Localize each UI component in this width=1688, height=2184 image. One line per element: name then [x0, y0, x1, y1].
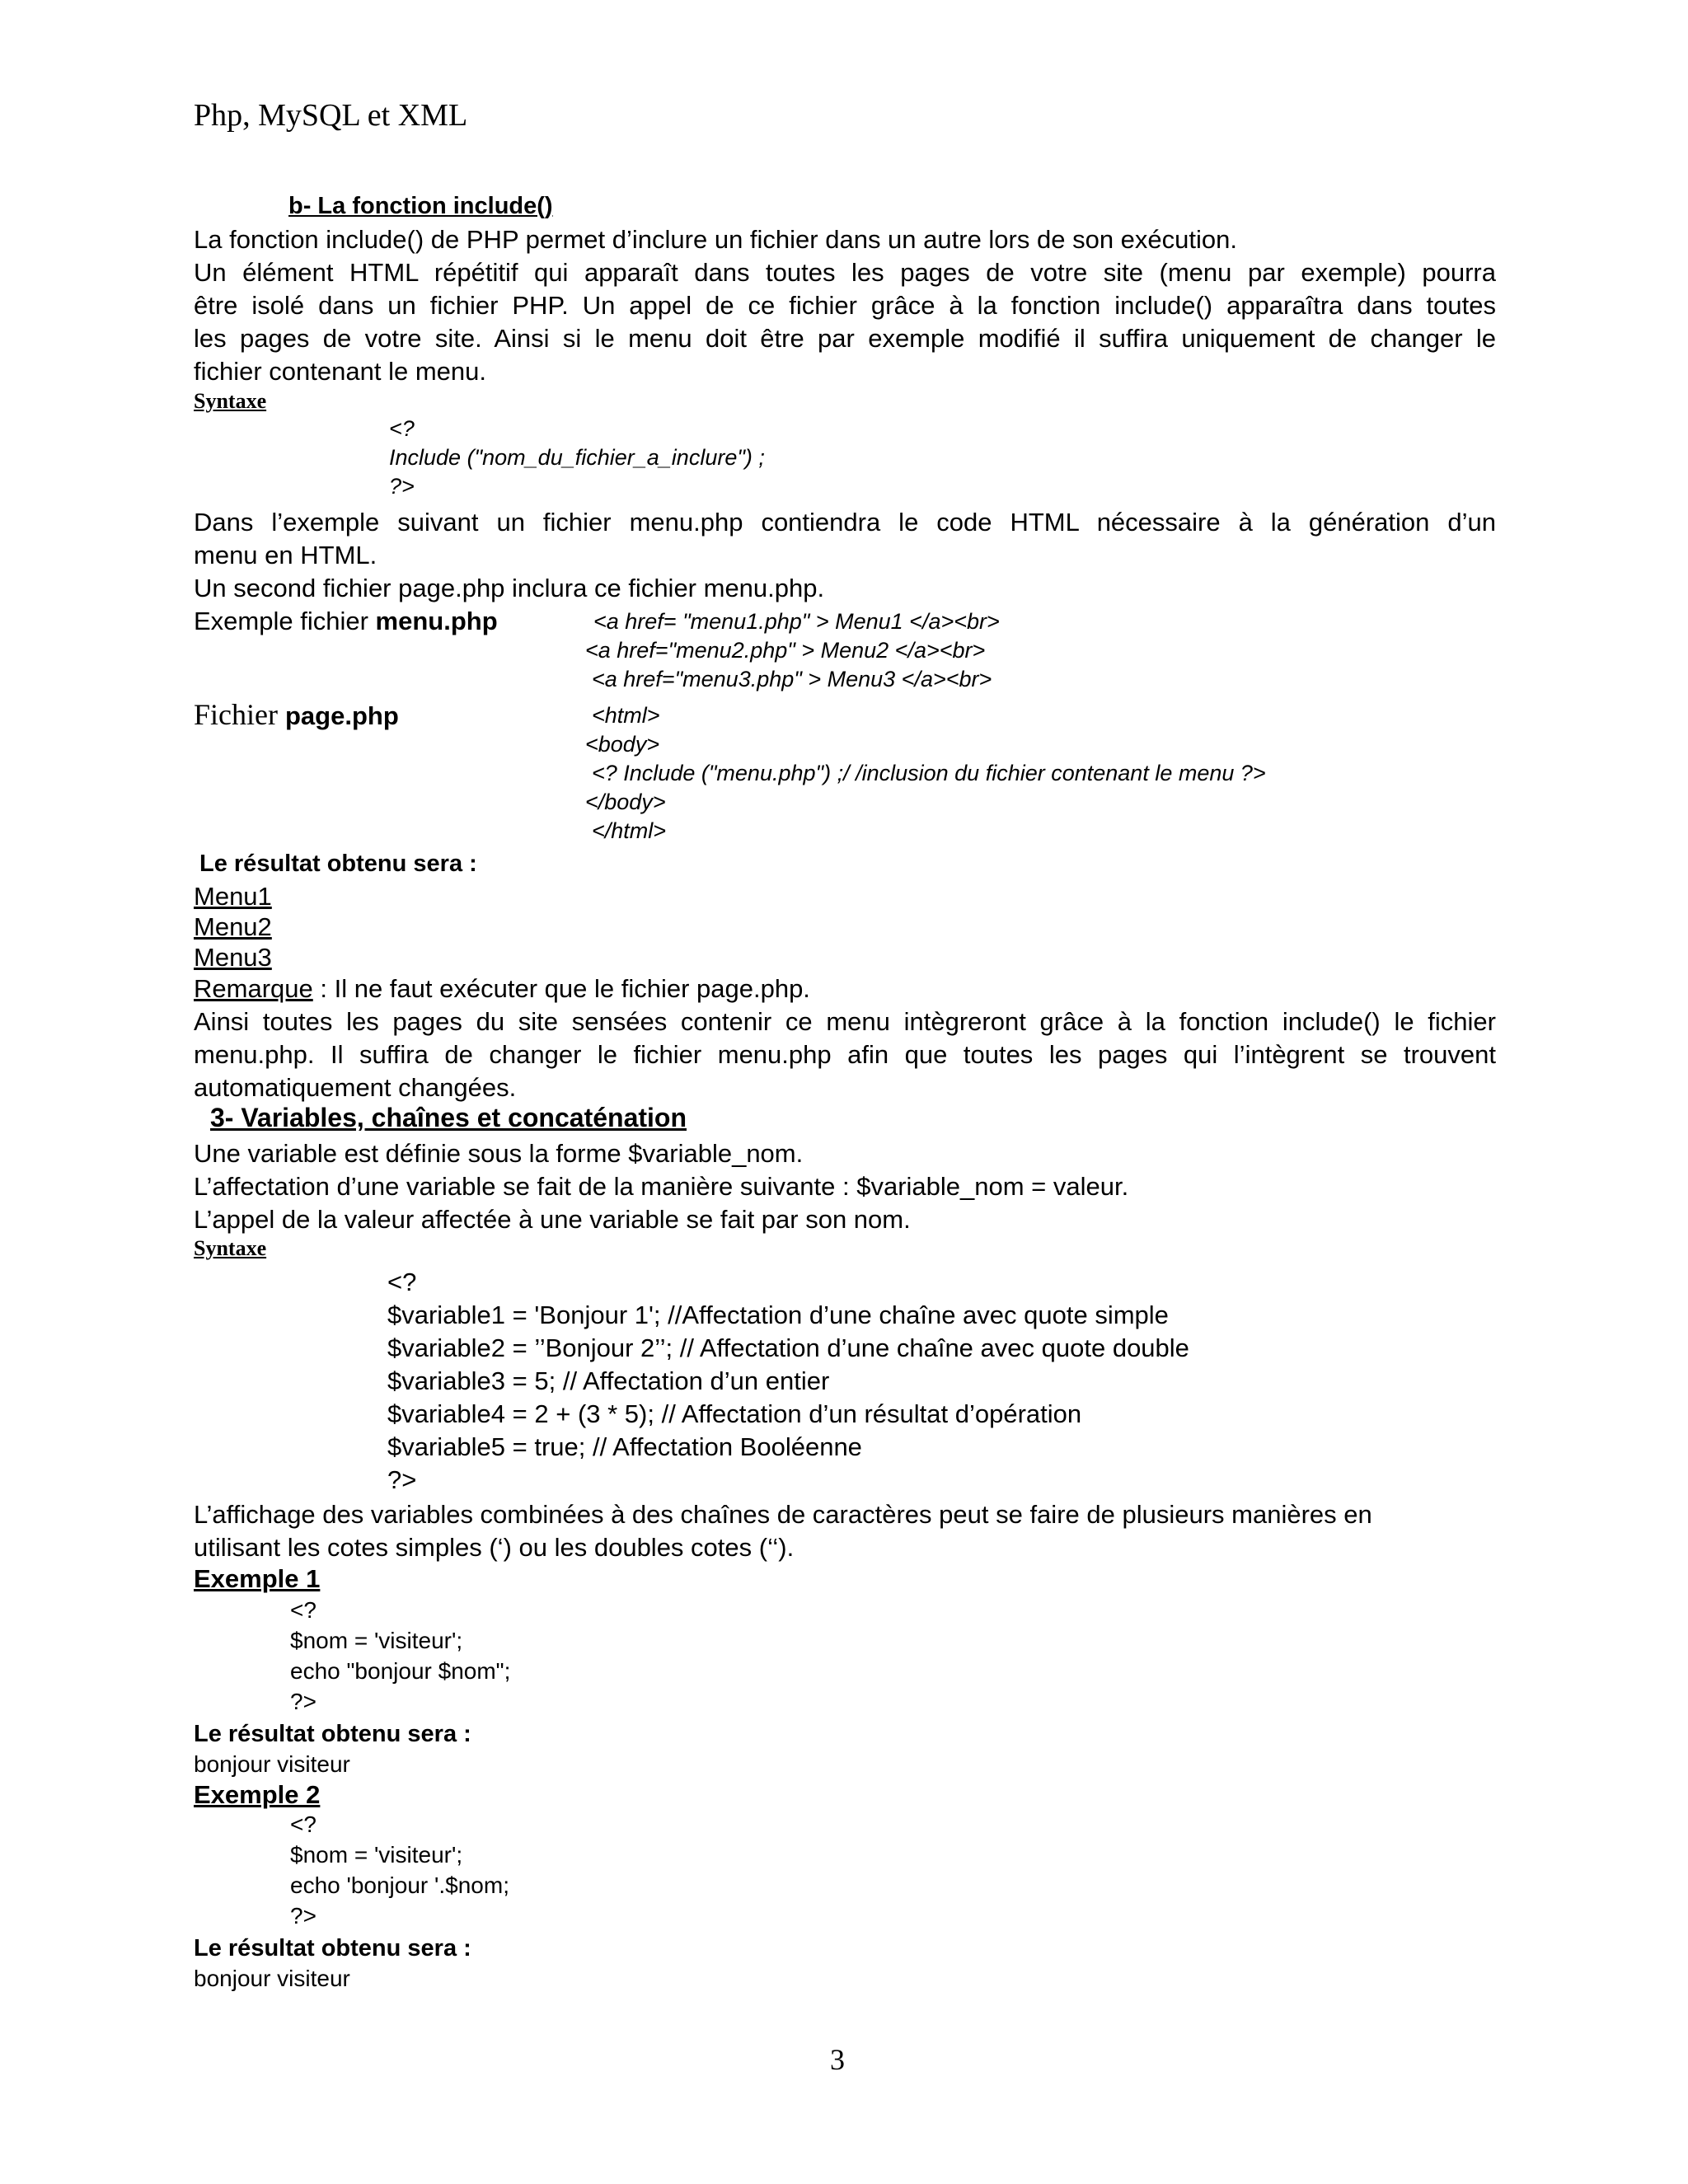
- result-link-menu2[interactable]: Menu2: [194, 912, 272, 941]
- code-line: ?>: [290, 1689, 316, 1714]
- paragraph-line: Un élément HTML répétitif qui apparaît dans toutes les pages de votre site (menu par exemple) pourra: [194, 258, 1496, 287]
- paragraph-line: Une variable est définie sous la forme $variable_nom.: [194, 1139, 804, 1168]
- code-line: ?>: [290, 1903, 316, 1929]
- remarque-line: [194, 972, 810, 1005]
- paragraph-line: fichier contenant le menu.: [194, 357, 486, 386]
- example-1-result: bonjour visiteur: [194, 1751, 350, 1777]
- menu-example-filename: menu.php: [375, 607, 498, 635]
- code-line: <?: [290, 1811, 316, 1837]
- menu-example-label: [194, 605, 498, 638]
- section-heading-include: b- La fonction include(): [288, 193, 553, 219]
- code-line: <body>: [585, 732, 660, 757]
- result-label: Le résultat obtenu sera :: [194, 1935, 471, 1961]
- code-line: Include ("nom_du_fichier_a_inclure") ;: [389, 445, 765, 470]
- code-line: <?: [389, 416, 415, 441]
- paragraph-line: utilisant les cotes simples (‘) ou les doubles cotes (‘‘).: [194, 1533, 795, 1562]
- code-line: <? Include ("menu.php") ;/ /inclusion du fichier contenant le menu ?>: [592, 761, 1266, 785]
- page-example-label: [194, 697, 399, 732]
- paragraph-line: être isolé dans un fichier PHP. Un appel de ce fichier grâce à la fonction include() apparaîtra dans toutes: [194, 291, 1496, 320]
- result-link-menu1[interactable]: Menu1: [194, 882, 272, 911]
- paragraph-line: L’appel de la valeur affectée à une variable se fait par son nom.: [194, 1205, 911, 1234]
- code-line: echo 'bonjour '.$nom;: [290, 1872, 509, 1898]
- remarque-text: : Il ne faut exécuter que le fichier page.php.: [312, 974, 810, 1003]
- code-line: $variable3 = 5; // Affectation d’un entier: [387, 1366, 830, 1395]
- paragraph-line: menu en HTML.: [194, 541, 377, 569]
- code-line: <?: [387, 1268, 417, 1296]
- code-line: $variable1 = 'Bonjour 1'; //Affectation d’une chaîne avec quote simple: [387, 1301, 1169, 1329]
- code-line: $variable4 = 2 + (3 * 5); // Affectation d’un résultat d’opération: [387, 1399, 1082, 1428]
- result-link-menu3[interactable]: Menu3: [194, 943, 272, 972]
- code-line: </html>: [592, 818, 667, 843]
- paragraph-include-intro: La fonction include() de PHP permet d’inclure un fichier dans un autre lors de son exécution.: [194, 225, 1237, 254]
- paragraph-line: les pages de votre site. Ainsi si le menu doit être par exemple modifié il suffira uniquement de changer le: [194, 324, 1496, 353]
- code-line: <?: [290, 1597, 316, 1623]
- paragraph-line: automatiquement changées.: [194, 1073, 517, 1102]
- code-line: ?>: [387, 1465, 417, 1494]
- example-2-result: bonjour visiteur: [194, 1966, 350, 1991]
- example-1-label: Exemple 1: [194, 1564, 321, 1593]
- page-number: 3: [830, 2043, 845, 2076]
- page-example-filename: page.php: [284, 701, 399, 730]
- code-line: <html>: [592, 703, 660, 728]
- page-example-label-prefix: Fichier: [194, 698, 285, 731]
- paragraph-line: Dans l’exemple suivant un fichier menu.php contiendra le code HTML nécessaire à la génération d’un: [194, 508, 1496, 537]
- paragraph-line: Un second fichier page.php inclura ce fichier menu.php.: [194, 574, 825, 602]
- code-line: $nom = 'visiteur';: [290, 1842, 463, 1868]
- paragraph-line: L’affectation d’une variable se fait de la manière suivante : $variable_nom = valeur.: [194, 1172, 1129, 1201]
- example-2-label: Exemple 2: [194, 1780, 321, 1809]
- section-heading-variables: 3- Variables, chaînes et concaténation: [210, 1103, 687, 1132]
- result-label: Le résultat obtenu sera :: [199, 851, 477, 877]
- code-line: ?>: [389, 474, 415, 499]
- code-line: <a href= "menu1.php" > Menu1 </a><br>: [593, 609, 1000, 634]
- paragraph-line: L’affichage des variables combinées à des chaînes de caractères peut se faire de plusieurs manières en: [194, 1500, 1372, 1529]
- remarque-label: Remarque: [194, 974, 313, 1003]
- syntaxe-label: Syntaxe: [194, 1236, 267, 1260]
- code-line: </body>: [585, 790, 666, 814]
- code-line: echo "bonjour $nom";: [290, 1658, 511, 1684]
- result-label: Le résultat obtenu sera :: [194, 1721, 471, 1747]
- syntaxe-label: Syntaxe: [194, 389, 267, 413]
- code-line: $variable5 = true; // Affectation Booléenne: [387, 1432, 862, 1461]
- menu-example-label-prefix: Exemple fichier: [194, 607, 376, 635]
- paragraph-line: Ainsi toutes les pages du site sensées contenir ce menu intègreront grâce à la fonction include() le fichier: [194, 1007, 1496, 1036]
- page-header-title: Php, MySQL et XML: [194, 98, 468, 133]
- code-line: <a href="menu3.php" > Menu3 </a><br>: [592, 667, 992, 691]
- paragraph-line: menu.php. Il suffira de changer le fichier menu.php afin que toutes les pages qui l’intègrent se trouvent: [194, 1040, 1496, 1069]
- code-line: $variable2 = ’’Bonjour 2’’; // Affectation d’une chaîne avec quote double: [387, 1333, 1189, 1362]
- code-line: $nom = 'visiteur';: [290, 1628, 463, 1653]
- code-line: <a href="menu2.php" > Menu2 </a><br>: [585, 638, 986, 663]
